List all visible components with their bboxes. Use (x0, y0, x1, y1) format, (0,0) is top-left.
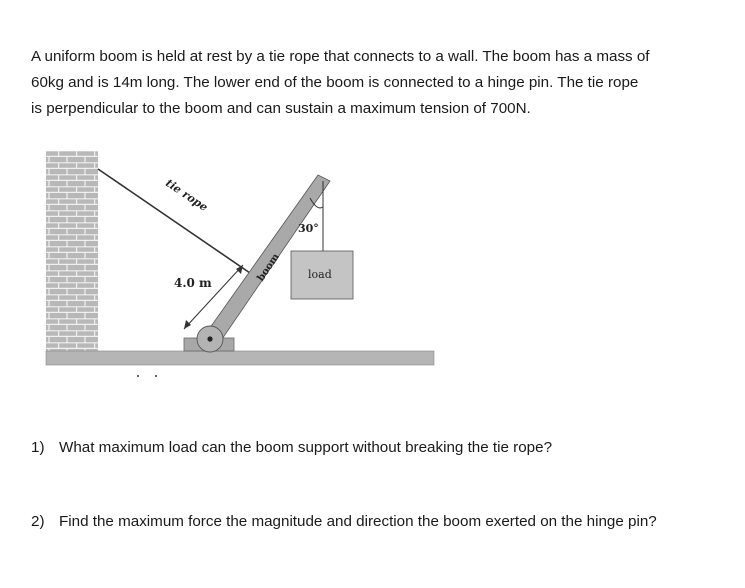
boom-diagram (40, 145, 440, 385)
question-1-number: 1) (31, 439, 45, 456)
dimension-arrow-head-lower (184, 320, 191, 329)
problem-line-1: A uniform boom is held at rest by a tie rope that connects to a wall. The boom has a mass of (31, 48, 650, 65)
question-2-number: 2) (31, 513, 45, 530)
problem-line-3: is perpendicular to the boom and can sustain a maximum tension of 700N. (31, 100, 531, 117)
question-1 (31, 439, 552, 456)
problem-line-2: 60kg and is 14m long. The lower end of the boom is connected to a hinge pin. The tie rope (31, 74, 639, 91)
question-2-text: Find the maximum force the magnitude and direction the boom exerted on the hinge pin? (59, 513, 657, 530)
load-label: load (308, 268, 332, 281)
angle-label: 30° (298, 222, 319, 235)
boom-label: boom (255, 251, 282, 284)
boom-diagram-svg (40, 145, 440, 385)
tie-rope-label: tie rope (163, 176, 211, 215)
question-2 (31, 513, 657, 530)
question-1-text: What maximum load can the boom support without breaking the tie rope? (59, 439, 553, 456)
scan-speck (137, 375, 139, 377)
hinge-pin-center (207, 336, 212, 341)
floor (46, 351, 434, 365)
brick-wall (46, 151, 98, 365)
distance-label: 4.0 m (174, 276, 212, 290)
problem-statement (31, 44, 721, 122)
scan-speck (155, 375, 157, 377)
